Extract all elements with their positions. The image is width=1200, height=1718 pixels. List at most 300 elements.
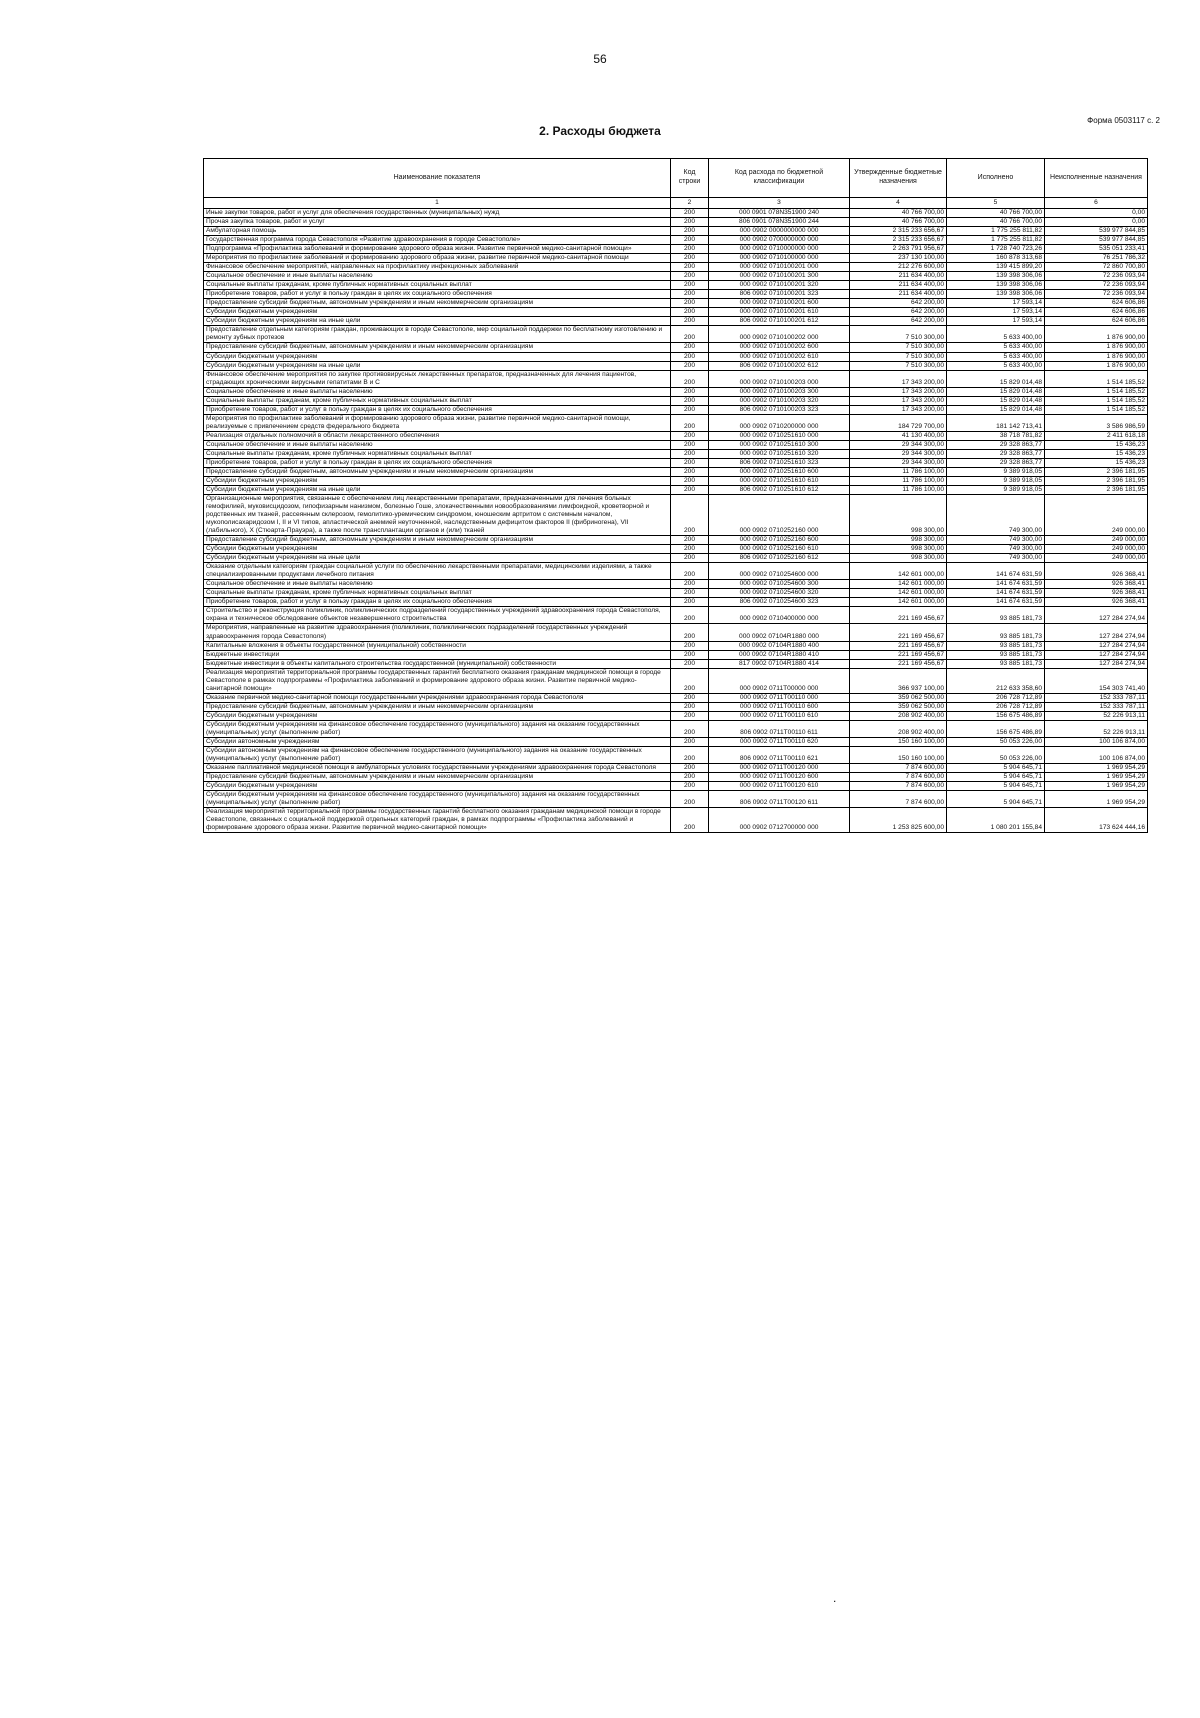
row-code-cell: 200	[671, 711, 709, 720]
row-remaining-cell: 535 051 233,41	[1045, 245, 1148, 254]
table-row	[204, 598, 1148, 607]
table-row	[204, 440, 1148, 449]
table-row	[204, 405, 1148, 414]
row-classification-cell: 000 0902 0711T00120 600	[709, 773, 850, 782]
row-classification-cell: 000 0902 0700000000 000	[709, 236, 850, 245]
row-approved-cell: 7 874 600,00	[850, 773, 947, 782]
row-code-cell: 200	[671, 495, 709, 536]
table-row	[204, 720, 1148, 737]
column-header-code: Код строки	[671, 159, 709, 198]
row-classification-cell: 000 0902 0710251610 610	[709, 476, 850, 485]
row-remaining-cell: 100 106 874,00	[1045, 737, 1148, 746]
row-executed-cell: 1 728 740 723,26	[947, 245, 1045, 254]
row-name-cell: Предоставление субсидий бюджетным, автономным учреждениям и иным некоммерческим организациям	[204, 343, 671, 352]
row-approved-cell: 211 634 400,00	[850, 290, 947, 299]
row-approved-cell: 998 300,00	[850, 495, 947, 536]
row-remaining-cell: 539 977 844,85	[1045, 227, 1148, 236]
table-row	[204, 589, 1148, 598]
row-executed-cell: 5 904 645,71	[947, 782, 1045, 791]
row-remaining-cell: 0,00	[1045, 218, 1148, 227]
row-approved-cell: 150 160 100,00	[850, 737, 947, 746]
row-classification-cell: 000 0902 0000000000 000	[709, 227, 850, 236]
row-remaining-cell: 249 000,00	[1045, 554, 1148, 563]
row-code-cell: 200	[671, 299, 709, 308]
row-executed-cell: 93 885 181,73	[947, 650, 1045, 659]
table-row	[204, 245, 1148, 254]
row-classification-cell: 000 0902 0711T00110 610	[709, 711, 850, 720]
row-name-cell: Финансовое обеспечение мероприятия по закупке противовирусных лекарственных препаратов, предназначенных для лечения пациентов, страдающих хроническими вирусными гепатитами В и С	[204, 370, 671, 387]
table-row	[204, 485, 1148, 494]
row-classification-cell: 000 0902 0710252160 610	[709, 545, 850, 554]
row-classification-cell: 806 0902 0710100203 323	[709, 405, 850, 414]
row-name-cell: Социальное обеспечение и иные выплаты населению	[204, 387, 671, 396]
row-executed-cell: 1 775 255 811,82	[947, 236, 1045, 245]
column-header-remaining: Неисполненные назначения	[1045, 159, 1148, 198]
row-executed-cell: 749 300,00	[947, 554, 1045, 563]
row-executed-cell: 93 885 181,73	[947, 641, 1045, 650]
row-remaining-cell: 1 514 185,52	[1045, 387, 1148, 396]
row-executed-cell: 15 829 014,48	[947, 405, 1045, 414]
row-classification-cell: 000 0902 0710200000 000	[709, 414, 850, 431]
column-number: 6	[1045, 198, 1148, 209]
row-executed-cell: 1 775 255 811,82	[947, 227, 1045, 236]
row-executed-cell: 15 829 014,48	[947, 370, 1045, 387]
row-remaining-cell: 72 236 093,94	[1045, 281, 1148, 290]
row-name-cell: Государственная программа города Севастополя «Развитие здравоохранения в городе Севастополе»	[204, 236, 671, 245]
row-classification-cell: 000 0902 0710254600 300	[709, 580, 850, 589]
row-approved-cell: 17 343 200,00	[850, 396, 947, 405]
row-code-cell: 200	[671, 485, 709, 494]
row-name-cell: Подпрограмма «Профилактика заболеваний и формирование здорового образа жизни. Развитие первичной медико-санитарной помощи»	[204, 245, 671, 254]
table-row	[204, 476, 1148, 485]
row-remaining-cell: 15 436,23	[1045, 449, 1148, 458]
row-classification-cell: 000 0902 0711T00110 620	[709, 737, 850, 746]
row-classification-cell: 000 0902 0710251610 000	[709, 431, 850, 440]
row-executed-cell: 206 728 712,89	[947, 702, 1045, 711]
row-code-cell: 200	[671, 693, 709, 702]
row-name-cell: Реализация отдельных полномочий в области лекарственного обеспечения	[204, 431, 671, 440]
column-number: 4	[850, 198, 947, 209]
row-classification-cell: 000 0902 0710252160 600	[709, 536, 850, 545]
row-classification-cell: 806 0902 0711T00120 611	[709, 791, 850, 808]
row-name-cell: Социальное обеспечение и иные выплаты населению	[204, 272, 671, 281]
row-name-cell: Субсидии бюджетным учреждениям	[204, 782, 671, 791]
row-approved-cell: 142 601 000,00	[850, 589, 947, 598]
row-code-cell: 200	[671, 563, 709, 580]
row-remaining-cell: 152 333 787,11	[1045, 702, 1148, 711]
row-name-cell: Предоставление отдельным категориям граждан, проживающих в городе Севастополе, мер социальной поддержки по бесплатному изготовлению и ремонту зубных протезов	[204, 326, 671, 343]
row-remaining-cell: 1 969 954,29	[1045, 782, 1148, 791]
row-code-cell: 200	[671, 650, 709, 659]
row-name-cell: Приобретение товаров, работ и услуг в пользу граждан в целях их социального обеспечения	[204, 290, 671, 299]
row-name-cell: Оказание паллиативной медицинской помощи в амбулаторных условиях государственными учреждениями здравоохранения города Севастополя	[204, 763, 671, 772]
table-row	[204, 370, 1148, 387]
row-remaining-cell: 72 236 093,94	[1045, 272, 1148, 281]
column-header-executed: Исполнено	[947, 159, 1045, 198]
row-code-cell: 200	[671, 254, 709, 263]
row-classification-cell: 806 0902 0710100201 323	[709, 290, 850, 299]
row-code-cell: 200	[671, 326, 709, 343]
table-row	[204, 746, 1148, 763]
row-executed-cell: 141 674 631,59	[947, 580, 1045, 589]
row-executed-cell: 156 675 486,89	[947, 711, 1045, 720]
row-approved-cell: 142 601 000,00	[850, 598, 947, 607]
row-name-cell: Субсидии бюджетным учреждениям	[204, 711, 671, 720]
row-name-cell: Субсидии бюджетным учреждениям на финансовое обеспечение государственного (муниципального) задания на оказание государственных (муниципальных) услуг (выполнение работ)	[204, 791, 671, 808]
row-code-cell: 200	[671, 281, 709, 290]
row-remaining-cell: 1 969 954,29	[1045, 763, 1148, 772]
row-approved-cell: 142 601 000,00	[850, 580, 947, 589]
table-row	[204, 209, 1148, 218]
row-remaining-cell: 127 284 274,94	[1045, 650, 1148, 659]
row-executed-cell: 141 674 631,59	[947, 563, 1045, 580]
row-code-cell: 200	[671, 702, 709, 711]
expenses-table	[203, 158, 1148, 833]
row-executed-cell: 93 885 181,73	[947, 659, 1045, 668]
row-classification-cell: 000 0902 0710000000 000	[709, 245, 850, 254]
row-approved-cell: 212 276 600,00	[850, 263, 947, 272]
row-approved-cell: 150 160 100,00	[850, 746, 947, 763]
row-classification-cell: 000 0902 0710100201 610	[709, 308, 850, 317]
row-remaining-cell: 1 514 185,52	[1045, 396, 1148, 405]
row-name-cell: Организационные мероприятия, связанные с обеспечением лиц лекарственными препаратами, предназначенными для лечения больных гемофилией, муковисцидозом, гипофизарным нанизмом, болезнью Гоше, злокачественными новообразованиями лимфоидной, кроветворной и родственных им тканей, рассеянным склерозом, гемолитико-уремическим синдромом, юношеским артритом с системным началом, мукополисахаридозом I, II и VI типов, апластической анемией неуточненной, наследственным дефицитом факторов II (фибриногена), VII (лабильного), X (Стюарта-Прауэра), а также после трансплантации органов и (или) тканей	[204, 495, 671, 536]
column-number: 1	[204, 198, 671, 209]
row-code-cell: 200	[671, 343, 709, 352]
row-executed-cell: 5 904 645,71	[947, 763, 1045, 772]
row-approved-cell: 998 300,00	[850, 545, 947, 554]
row-name-cell: Социальное обеспечение и иные выплаты населению	[204, 440, 671, 449]
row-code-cell: 200	[671, 414, 709, 431]
row-code-cell: 200	[671, 227, 709, 236]
column-number: 5	[947, 198, 1045, 209]
row-remaining-cell: 52 226 913,11	[1045, 711, 1148, 720]
row-name-cell: Мероприятия по профилактике заболеваний и формированию здорового образа жизни, развитие первичной медико-санитарной помощи	[204, 254, 671, 263]
row-code-cell: 200	[671, 317, 709, 326]
row-remaining-cell: 127 284 274,94	[1045, 607, 1148, 624]
table-row	[204, 458, 1148, 467]
row-classification-cell: 000 0902 0710100201 600	[709, 299, 850, 308]
table-row	[204, 467, 1148, 476]
row-executed-cell: 141 674 631,59	[947, 598, 1045, 607]
row-code-cell: 200	[671, 431, 709, 440]
row-classification-cell: 000 0902 07104R1880 000	[709, 624, 850, 641]
row-approved-cell: 642 200,00	[850, 308, 947, 317]
table-row	[204, 782, 1148, 791]
row-classification-cell: 000 0902 0712700000 000	[709, 808, 850, 833]
row-name-cell: Финансовое обеспечение мероприятий, направленных на профилактику инфекционных заболеваний	[204, 263, 671, 272]
table-row	[204, 702, 1148, 711]
row-name-cell: Бюджетные инвестиции в объекты капитального строительства государственной (муниципальной) собственности	[204, 659, 671, 668]
row-code-cell: 200	[671, 370, 709, 387]
row-code-cell: 200	[671, 361, 709, 370]
row-approved-cell: 642 200,00	[850, 317, 947, 326]
row-name-cell: Предоставление субсидий бюджетным, автономным учреждениям и иным некоммерческим организациям	[204, 773, 671, 782]
row-remaining-cell: 1 876 900,00	[1045, 343, 1148, 352]
row-executed-cell: 749 300,00	[947, 536, 1045, 545]
row-classification-cell: 000 0902 0711T00120 000	[709, 763, 850, 772]
table-row	[204, 693, 1148, 702]
row-code-cell: 200	[671, 782, 709, 791]
row-classification-cell: 817 0902 07104R1880 414	[709, 659, 850, 668]
row-classification-cell: 806 0902 0710251610 323	[709, 458, 850, 467]
table-row	[204, 290, 1148, 299]
row-executed-cell: 5 633 400,00	[947, 352, 1045, 361]
row-remaining-cell: 72 860 700,80	[1045, 263, 1148, 272]
table-row	[204, 659, 1148, 668]
row-remaining-cell: 2 396 181,95	[1045, 476, 1148, 485]
row-approved-cell: 208 902 400,00	[850, 720, 947, 737]
row-approved-cell: 7 510 300,00	[850, 326, 947, 343]
row-executed-cell: 139 398 306,06	[947, 290, 1045, 299]
row-remaining-cell: 154 303 741,40	[1045, 668, 1148, 693]
row-code-cell: 200	[671, 209, 709, 218]
row-remaining-cell: 1 514 185,52	[1045, 370, 1148, 387]
row-approved-cell: 29 344 300,00	[850, 449, 947, 458]
row-executed-cell: 9 389 918,05	[947, 467, 1045, 476]
row-approved-cell: 1 253 825 600,00	[850, 808, 947, 833]
row-name-cell: Социальные выплаты гражданам, кроме публичных нормативных социальных выплат	[204, 449, 671, 458]
row-classification-cell: 806 0902 0711T00110 621	[709, 746, 850, 763]
row-code-cell: 200	[671, 545, 709, 554]
row-remaining-cell: 926 368,41	[1045, 598, 1148, 607]
column-header-classification: Код расхода по бюджетной классификации	[709, 159, 850, 198]
row-classification-cell: 000 0902 0710400000 000	[709, 607, 850, 624]
row-executed-cell: 139 398 306,06	[947, 272, 1045, 281]
table-row	[204, 414, 1148, 431]
row-executed-cell: 29 328 863,77	[947, 440, 1045, 449]
row-remaining-cell: 1 969 954,29	[1045, 773, 1148, 782]
row-code-cell: 200	[671, 272, 709, 281]
row-executed-cell: 141 674 631,59	[947, 589, 1045, 598]
row-classification-cell: 000 0902 0710100000 000	[709, 254, 850, 263]
table-row	[204, 431, 1148, 440]
row-classification-cell: 806 0901 078N351900 244	[709, 218, 850, 227]
row-code-cell: 200	[671, 352, 709, 361]
table-row	[204, 449, 1148, 458]
row-classification-cell: 000 0902 0711T00110 600	[709, 702, 850, 711]
row-classification-cell: 000 0902 0710100203 000	[709, 370, 850, 387]
row-code-cell: 200	[671, 467, 709, 476]
row-name-cell: Субсидии бюджетным учреждениям	[204, 352, 671, 361]
row-approved-cell: 211 634 400,00	[850, 272, 947, 281]
row-approved-cell: 184 729 700,00	[850, 414, 947, 431]
table-row	[204, 254, 1148, 263]
row-classification-cell: 000 0902 0710100203 320	[709, 396, 850, 405]
row-classification-cell: 000 0902 0710251610 320	[709, 449, 850, 458]
row-code-cell: 200	[671, 746, 709, 763]
row-code-cell: 200	[671, 624, 709, 641]
row-approved-cell: 2 315 233 656,67	[850, 236, 947, 245]
row-approved-cell: 221 169 456,67	[850, 650, 947, 659]
row-executed-cell: 15 829 014,48	[947, 396, 1045, 405]
row-executed-cell: 160 878 313,68	[947, 254, 1045, 263]
table-body	[204, 209, 1148, 833]
row-executed-cell: 5 633 400,00	[947, 326, 1045, 343]
row-name-cell: Оказание первичной медико-санитарной помощи государственными учреждениями здравоохранения города Севастополя	[204, 693, 671, 702]
row-code-cell: 200	[671, 554, 709, 563]
row-classification-cell: 000 0902 0710251610 600	[709, 467, 850, 476]
row-remaining-cell: 249 000,00	[1045, 536, 1148, 545]
row-name-cell: Субсидии бюджетным учреждениям	[204, 545, 671, 554]
row-classification-cell: 806 0902 0710254600 323	[709, 598, 850, 607]
row-approved-cell: 40 766 700,00	[850, 209, 947, 218]
row-executed-cell: 156 675 486,89	[947, 720, 1045, 737]
row-classification-cell: 000 0902 0710100202 600	[709, 343, 850, 352]
row-executed-cell: 93 885 181,73	[947, 624, 1045, 641]
row-executed-cell: 5 633 400,00	[947, 361, 1045, 370]
row-name-cell: Предоставление субсидий бюджетным, автономным учреждениям и иным некоммерческим организациям	[204, 702, 671, 711]
row-name-cell: Субсидии бюджетным учреждениям на иные цели	[204, 554, 671, 563]
table-row	[204, 495, 1148, 536]
row-remaining-cell: 926 368,41	[1045, 580, 1148, 589]
row-executed-cell: 749 300,00	[947, 545, 1045, 554]
row-executed-cell: 38 718 781,82	[947, 431, 1045, 440]
row-approved-cell: 998 300,00	[850, 554, 947, 563]
row-executed-cell: 181 142 713,41	[947, 414, 1045, 431]
row-name-cell: Субсидии автономным учреждениям	[204, 737, 671, 746]
row-remaining-cell: 1 876 900,00	[1045, 361, 1148, 370]
row-classification-cell: 000 0902 0710100201 000	[709, 263, 850, 272]
table-row	[204, 808, 1148, 833]
row-name-cell: Предоставление субсидий бюджетным, автономным учреждениям и иным некоммерческим организациям	[204, 299, 671, 308]
row-executed-cell: 50 053 226,00	[947, 746, 1045, 763]
row-code-cell: 200	[671, 589, 709, 598]
row-remaining-cell: 152 333 787,11	[1045, 693, 1148, 702]
row-approved-cell: 7 874 600,00	[850, 791, 947, 808]
row-executed-cell: 17 593,14	[947, 299, 1045, 308]
row-approved-cell: 211 634 400,00	[850, 281, 947, 290]
row-code-cell: 200	[671, 218, 709, 227]
row-executed-cell: 206 728 712,89	[947, 693, 1045, 702]
row-approved-cell: 40 766 700,00	[850, 218, 947, 227]
row-classification-cell: 000 0902 0710100201 300	[709, 272, 850, 281]
row-code-cell: 200	[671, 773, 709, 782]
table-row	[204, 387, 1148, 396]
row-classification-cell: 000 0902 0710100202 610	[709, 352, 850, 361]
row-approved-cell: 221 169 456,67	[850, 607, 947, 624]
row-name-cell: Субсидии бюджетным учреждениям на иные цели	[204, 317, 671, 326]
table-row	[204, 326, 1148, 343]
row-approved-cell: 7 510 300,00	[850, 352, 947, 361]
column-number: 2	[671, 198, 709, 209]
row-code-cell: 200	[671, 308, 709, 317]
row-name-cell: Приобретение товаров, работ и услуг в пользу граждан в целях их социального обеспечения	[204, 405, 671, 414]
row-executed-cell: 93 885 181,73	[947, 607, 1045, 624]
row-executed-cell: 5 904 645,71	[947, 791, 1045, 808]
row-executed-cell: 40 766 700,00	[947, 209, 1045, 218]
row-executed-cell: 139 398 306,06	[947, 281, 1045, 290]
row-name-cell: Субсидии бюджетным учреждениям	[204, 476, 671, 485]
row-name-cell: Строительство и реконструкция поликлиник, поликлинических подразделений государственных учреждений здравоохранения города Севастополя, охрана и техническое обследование объектов незавершенного строительства	[204, 607, 671, 624]
form-code: Форма 0503117 с. 2	[1087, 116, 1160, 125]
table-row	[204, 299, 1148, 308]
row-executed-cell: 40 766 700,00	[947, 218, 1045, 227]
row-classification-cell: 000 0902 0711T00110 000	[709, 693, 850, 702]
row-approved-cell: 7 874 600,00	[850, 763, 947, 772]
row-code-cell: 200	[671, 263, 709, 272]
row-approved-cell: 208 902 400,00	[850, 711, 947, 720]
row-classification-cell: 000 0902 0710100202 000	[709, 326, 850, 343]
table-row	[204, 308, 1148, 317]
row-code-cell: 200	[671, 387, 709, 396]
table-row	[204, 396, 1148, 405]
row-classification-cell: 000 0902 0711T00000 000	[709, 668, 850, 693]
row-classification-cell: 000 0902 0710251610 300	[709, 440, 850, 449]
row-remaining-cell: 52 226 913,11	[1045, 720, 1148, 737]
row-name-cell: Социальные выплаты гражданам, кроме публичных нормативных социальных выплат	[204, 396, 671, 405]
row-remaining-cell: 1 876 900,00	[1045, 326, 1148, 343]
table-row	[204, 281, 1148, 290]
row-code-cell: 200	[671, 580, 709, 589]
table-row	[204, 711, 1148, 720]
row-approved-cell: 29 344 300,00	[850, 440, 947, 449]
row-approved-cell: 2 315 233 656,67	[850, 227, 947, 236]
row-name-cell: Иные закупки товаров, работ и услуг для обеспечения государственных (муниципальных) нужд	[204, 209, 671, 218]
table-row	[204, 737, 1148, 746]
row-executed-cell: 212 633 358,60	[947, 668, 1045, 693]
row-remaining-cell: 100 106 874,00	[1045, 746, 1148, 763]
row-remaining-cell: 127 284 274,94	[1045, 641, 1148, 650]
row-executed-cell: 15 829 014,48	[947, 387, 1045, 396]
row-approved-cell: 142 601 000,00	[850, 563, 947, 580]
table-row	[204, 624, 1148, 641]
row-name-cell: Капитальные вложения в объекты государственной (муниципальной) собственности	[204, 641, 671, 650]
row-approved-cell: 998 300,00	[850, 536, 947, 545]
row-executed-cell: 17 593,14	[947, 308, 1045, 317]
row-executed-cell: 50 053 226,00	[947, 737, 1045, 746]
table-row	[204, 263, 1148, 272]
row-name-cell: Предоставление субсидий бюджетным, автономным учреждениям и иным некоммерческим организациям	[204, 536, 671, 545]
row-approved-cell: 359 062 500,00	[850, 693, 947, 702]
row-classification-cell: 000 0901 078N351900 240	[709, 209, 850, 218]
table-row	[204, 236, 1148, 245]
row-remaining-cell: 15 436,23	[1045, 458, 1148, 467]
row-classification-cell: 000 0902 0710252160 000	[709, 495, 850, 536]
row-executed-cell: 5 633 400,00	[947, 343, 1045, 352]
row-code-cell: 200	[671, 641, 709, 650]
row-name-cell: Субсидии бюджетным учреждениям на финансовое обеспечение государственного (муниципального) задания на оказание государственных (муниципальных) услуг (выполнение работ)	[204, 720, 671, 737]
row-code-cell: 200	[671, 245, 709, 254]
row-name-cell: Социальное обеспечение и иные выплаты населению	[204, 580, 671, 589]
row-code-cell: 200	[671, 476, 709, 485]
row-approved-cell: 17 343 200,00	[850, 387, 947, 396]
row-approved-cell: 359 062 500,00	[850, 702, 947, 711]
row-remaining-cell: 1 876 900,00	[1045, 352, 1148, 361]
row-code-cell: 200	[671, 763, 709, 772]
table-row	[204, 545, 1148, 554]
row-name-cell: Амбулаторная помощь	[204, 227, 671, 236]
row-classification-cell: 000 0902 0710100201 320	[709, 281, 850, 290]
table-row	[204, 773, 1148, 782]
table-row	[204, 272, 1148, 281]
row-code-cell: 200	[671, 405, 709, 414]
row-classification-cell: 000 0902 07104R1880 410	[709, 650, 850, 659]
row-remaining-cell: 173 624 444,16	[1045, 808, 1148, 833]
table-row	[204, 554, 1148, 563]
row-approved-cell: 7 510 300,00	[850, 343, 947, 352]
row-name-cell: Бюджетные инвестиции	[204, 650, 671, 659]
row-code-cell: 200	[671, 607, 709, 624]
row-remaining-cell: 624 606,86	[1045, 317, 1148, 326]
row-code-cell: 200	[671, 720, 709, 737]
row-code-cell: 200	[671, 290, 709, 299]
row-remaining-cell: 926 368,41	[1045, 589, 1148, 598]
row-remaining-cell: 2 411 618,18	[1045, 431, 1148, 440]
row-executed-cell: 29 328 863,77	[947, 458, 1045, 467]
row-name-cell: Мероприятия, направленные на развитие здравоохранения (поликлиник, поликлинических подразделений государственных учреждений здравоохранения города Севастополя)	[204, 624, 671, 641]
row-executed-cell: 139 415 899,20	[947, 263, 1045, 272]
row-name-cell: Субсидии бюджетным учреждениям	[204, 308, 671, 317]
